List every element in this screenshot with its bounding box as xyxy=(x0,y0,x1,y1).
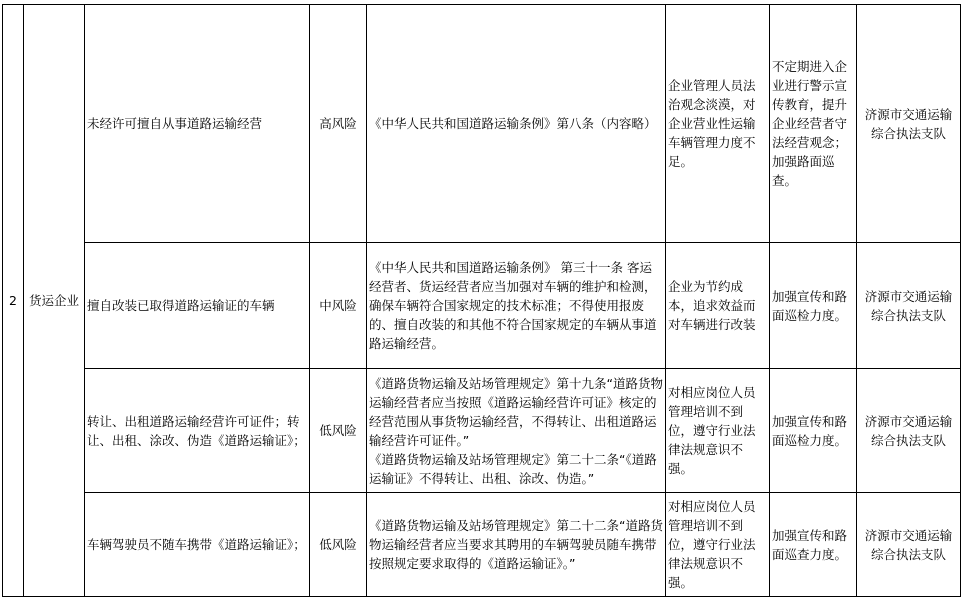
risk-level-cell: 低风险 xyxy=(310,369,367,493)
risk-item-cell: 未经许可擅自从事道路运输经营 xyxy=(85,5,310,243)
category-cell: 货运企业 xyxy=(24,5,85,597)
table-row xyxy=(3,493,961,597)
risk-level-cell: 中风险 xyxy=(310,243,367,369)
department-cell: 济源市交通运输综合执法支队 xyxy=(857,5,961,243)
risk-level-cell: 低风险 xyxy=(310,493,367,597)
risk-item-cell: 车辆驾驶员不随车携带《道路运输证》； xyxy=(85,493,310,597)
legal-basis-paragraph: 《道路货物运输及站场管理规定》第二十二条“《道路运输证》不得转让、出租、涂改、伪造。” xyxy=(369,451,657,486)
risk-cause-cell: 对相应岗位人员管理培训不到位，遵守行业法律法规意识不强。 xyxy=(666,369,770,493)
department-cell: 济源市交通运输综合执法支队 xyxy=(857,493,961,597)
control-measure-cell: 加强宣传和路面巡检力度。 xyxy=(770,243,857,369)
risk-table xyxy=(2,4,961,597)
department-cell: 济源市交通运输综合执法支队 xyxy=(857,369,961,493)
control-measure-cell: 加强宣传和路面巡检力度。 xyxy=(770,369,857,493)
row-index: 2 xyxy=(3,5,24,597)
risk-cause-cell: 对相应岗位人员管理培训不到位，遵守行业法律法规意识不强。 xyxy=(666,493,770,597)
department-cell: 济源市交通运输综合执法支队 xyxy=(857,243,961,369)
legal-basis-paragraph: 《道路货物运输及站场管理规定》第十九条“道路货物运输经营者应当按照《道路运输经营许可证》核定的经营范围从事货物运输经营，不得转让、出租道路运输经营许可证件。” xyxy=(369,375,663,448)
legal-basis-cell: 《中华人民共和国道路运输条例》 第三十一条 客运经营者、货运经营者应当加强对车辆的维护和检测，确保车辆符合国家规定的技术标准；不得使用报废的、擅自改装的和其他不符合国家规定的车辆从事道路运输经营。 xyxy=(367,243,666,369)
risk-cause-cell: 企业管理人员法治观念淡漠，对企业营业性运输车辆管理力度不足。 xyxy=(666,5,770,243)
legal-basis-cell: 《中华人民共和国道路运输条例》第八条（内容略） xyxy=(367,5,666,243)
risk-level-cell: 高风险 xyxy=(310,5,367,243)
risk-item-cell: 转让、出租道路运输经营许可证件；转让、出租、涂改、伪造《道路运输证》； xyxy=(85,369,310,493)
table-row xyxy=(3,243,961,369)
risk-item-cell: 擅自改装已取得道路运输证的车辆 xyxy=(85,243,310,369)
risk-cause-cell: 企业为节约成本，追求效益而对车辆进行改装 xyxy=(666,243,770,369)
table-row xyxy=(3,369,961,493)
legal-basis-cell: 《道路货物运输及站场管理规定》第二十二条“道路货物运输经营者应当要求其聘用的车辆驾驶员随车携带按照规定要求取得的《道路运输证》。” xyxy=(367,493,666,597)
control-measure-cell: 加强宣传和路面巡查力度。 xyxy=(770,493,857,597)
legal-basis-cell xyxy=(367,369,666,493)
control-measure-cell: 不定期进入企业进行警示宣传教育，提升企业经营者守法经营观念；加强路面巡查。 xyxy=(770,5,857,243)
table-row xyxy=(3,5,961,243)
